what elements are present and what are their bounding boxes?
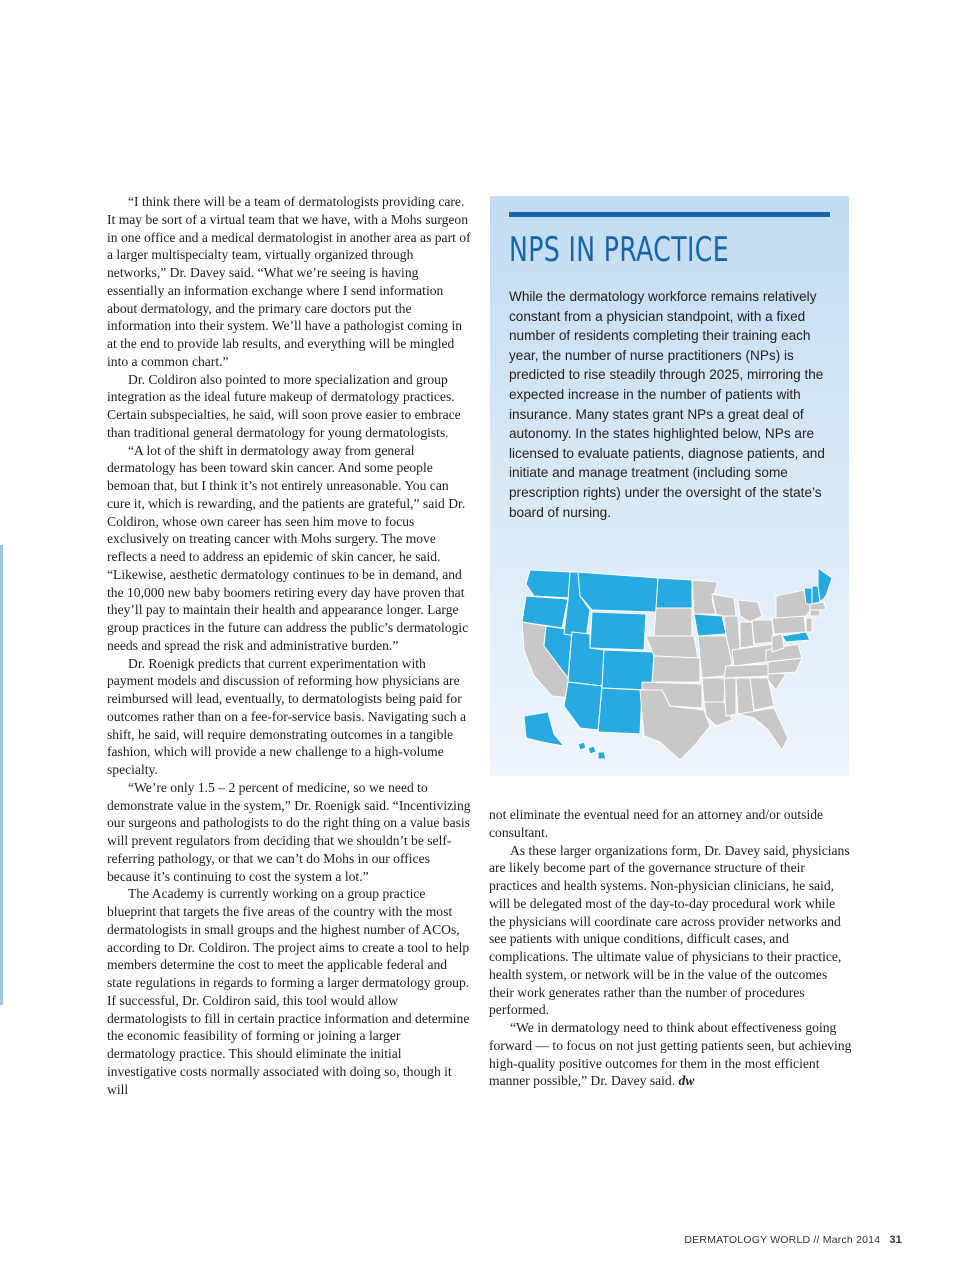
- paragraph: “A lot of the shift in dermatology away from general dermatology has been toward skin cancer. And some people bemoan that, but I think it’s not entirely unreasonable. You can cure it, which is rewarding, and the patients are grateful,” said Dr. Coldiron, whose own career has seen him move to focus exclusively on treating cancer with Mohs surgery. The move reflects a need to address an epidemic of skin cancer, he said. “Likewise, aesthetic dermatology continues to be in demand, and the 10,000 new baby boomers retiring every day have proven that they’ll pay to maintain their health and appearance longer. Large group practices in the future can address the public’s dermatologic needs and spread the risk and administrative burden.”: [107, 442, 469, 653]
- state-hi1: [578, 742, 586, 750]
- paragraph: Dr. Coldiron also pointed to more specialization and group integration as the ideal future makeup of dermatology practices. Certain subspecialties, he said, will soon prove easier to embrace than traditional general dermatology for young dermatologists.: [107, 371, 461, 440]
- paragraph: not eliminate the eventual need for an attorney and/or outside consultant.: [489, 807, 824, 840]
- article-column-right: [489, 806, 854, 1090]
- state-ak: [524, 712, 564, 746]
- state-wi: [712, 594, 736, 616]
- state-hi3: [598, 752, 606, 759]
- state-ia: [694, 614, 726, 636]
- us-states-map: [520, 566, 840, 761]
- article-column-left: [107, 193, 472, 1098]
- footer-publication: DERMATOLOGY WORLD: [684, 1234, 811, 1246]
- page-footer: [684, 1234, 902, 1246]
- state-wy: [590, 612, 646, 650]
- state-oh: [752, 620, 774, 644]
- state-in: [740, 622, 754, 648]
- state-sd: [654, 608, 692, 636]
- left-edge-accent: [0, 545, 3, 1005]
- state-mi: [738, 600, 762, 622]
- sidebar-title: NPS IN PRACTICE: [509, 230, 729, 270]
- signoff-mark: dw: [678, 1073, 695, 1089]
- state-vt: [804, 588, 812, 604]
- paragraph: As these larger organizations form, Dr. Davey said, physicians are likely become part of the governance structure of their practices and health systems. Non-physician clinicians, he said, will be delegated most of the day-to-day procedural work while the physicians will coordinate care across provider networks and see patients with unique conditions, difficult cases, and complications. The ultimate value of physicians to their practice, health system, or network will be in the value of the outcomes their work generates rather than the number of procedures performed.: [489, 842, 850, 1018]
- paragraph: “We’re only 1.5 – 2 percent of medicine, so we need to demonstrate value in the system,” Dr. Roenigk said. “Incentivizing our surgeons and pathologists to do the right thing on a value basis will prevent regulators from deciding that we shouldn’t be self-referring pathology, or that we can’t do Mohs in our offices because it’s continuing to cost the system a lot.”: [107, 779, 471, 884]
- closing-text: “We in dermatology need to think about effectiveness going forward — to focus on not just getting patients seen, but achieving high-quality positive outcomes for them in the most efficient manner possible,” Dr. Davey said.: [489, 1020, 852, 1089]
- state-ar: [702, 678, 726, 702]
- state-me: [818, 568, 832, 602]
- state-tn: [724, 664, 770, 678]
- state-wa: [526, 570, 572, 598]
- state-nd: [656, 578, 692, 608]
- state-mt: [578, 572, 658, 612]
- state-fl: [738, 708, 788, 750]
- sidebar-body: While the dermatology workforce remains relatively constant from a physician standpoint, with a fixed number of residents completing their training each year, the number of nurse practitioners (NPs) is predicted to rise steadily through 2025, mirroring the expected increase in the number of patients with insurance. Many states grant NPs a great deal of autonomy. In the states highlighted below, NPs are licensed to evaluate patients, diagnose patients, and initiate and manage treatment (including some prescription rights) under the oversight of the state’s board of nursing.: [509, 289, 825, 520]
- state-pa: [772, 616, 806, 634]
- paragraph: The Academy is currently working on a group practice blueprint that targets the five areas of the country with the most dermatologists in small groups and the highest number of ACOs, according to Dr. Coldiron. The project aims to create a tool to help members determine the cost to meet the applicable federal and state regulations in regards to forming a larger dermatology group. If successful, Dr. Coldiron said, this tool would allow dermatologists to fill in certain practice information and determine the economic feasibility of forming or joining a larger dermatology practice. This should eliminate the initial investigative costs normally associated with doing so, though it will: [107, 886, 470, 1097]
- state-nj: [806, 618, 812, 632]
- state-hi2: [588, 746, 596, 754]
- closing-paragraph: [489, 1019, 854, 1090]
- sidebar-nps-in-practice: [490, 196, 849, 776]
- state-az: [564, 682, 602, 730]
- state-sc: [768, 672, 786, 690]
- state-ct: [810, 610, 820, 616]
- footer-separator: //: [813, 1234, 820, 1246]
- state-nm: [598, 688, 642, 734]
- state-ne: [646, 636, 698, 658]
- state-ms: [724, 678, 736, 716]
- paragraph: “I think there will be a team of dermatologists providing care. It may be sort of a virtual team that we have, with a Mohs surgeon in one office and a medical dermatologist in another area as part of a larger multispecialty team, virtually organized through networks,” Dr. Davey said. “What we’re seeing is having essentially an information exchange where I send information about dermatology, and the primary care doctors put the information into their system. We’ll have a pathologist coming in at the end to provide lab results, and everything will be mingled into a common chart.”: [107, 194, 471, 369]
- sidebar-rule: [509, 212, 830, 217]
- footer-issue: March 2014: [822, 1234, 881, 1246]
- state-ks: [652, 656, 700, 682]
- page-number: 31: [889, 1234, 902, 1246]
- paragraph: Dr. Roenigk predicts that current experimentation with payment models and discussion of reforming how physicians are reimbursed will lead, eventually, to dermatologists being paid for outcomes rather than on a fee-for-service basis. Navigating such a shift, he said, will require demonstrating outcomes in a tangible fashion, which will provide a new challenge to a high-volume specialty.: [107, 655, 467, 777]
